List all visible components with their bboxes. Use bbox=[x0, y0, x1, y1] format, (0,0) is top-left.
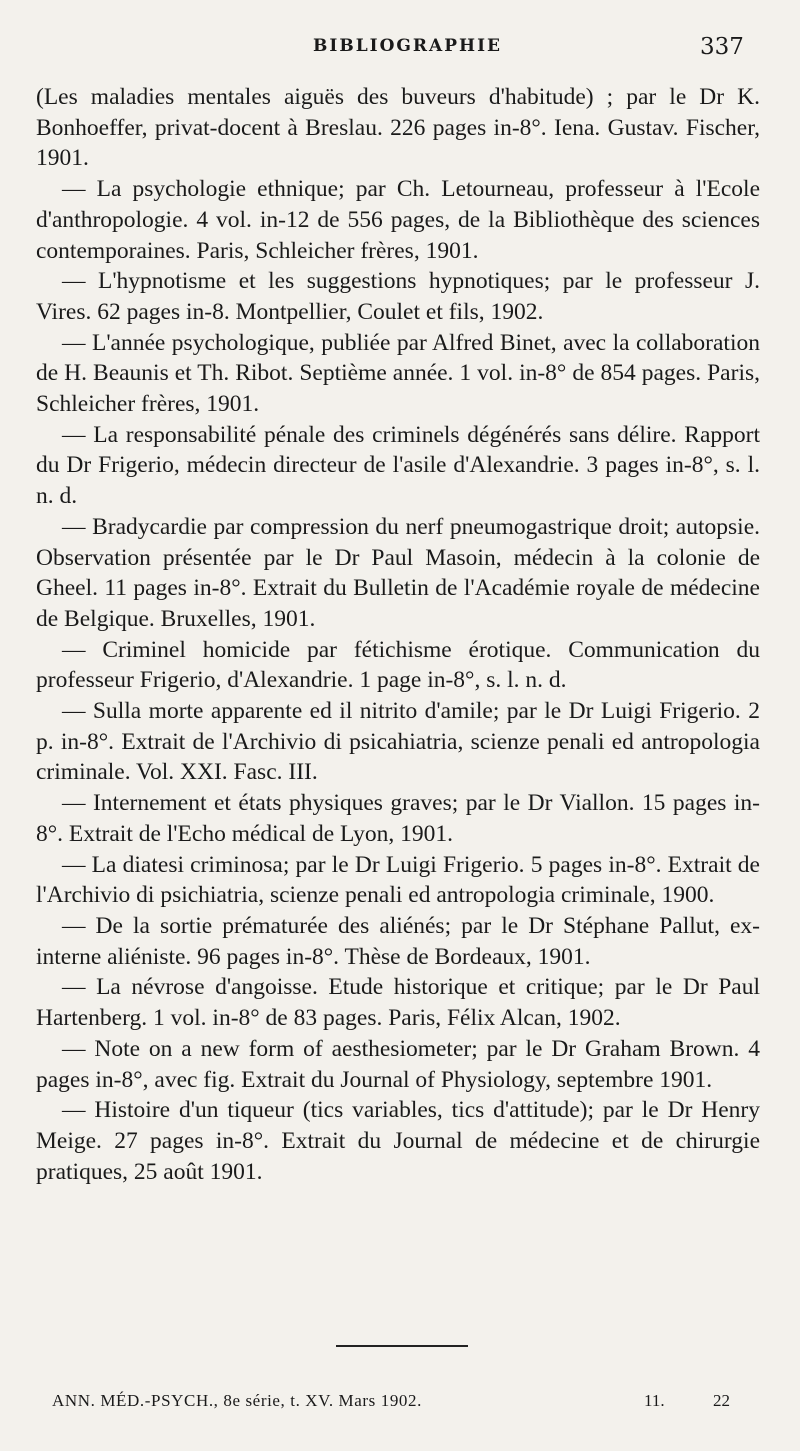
page-number: 337 bbox=[700, 34, 744, 60]
bibliography-entry: — Internement et états physiques graves; par le Dr Viallon. 15 pages in-8°. Extrait de l'Echo médical de Lyon, 1901. bbox=[36, 790, 760, 847]
bibliography-entry: — Bradycardie par compression du nerf pneumogastrique droit; autopsie. Observation présentée par le Dr Paul Masoin, médecin à la colonie de Gheel. 11 pages in-8°. Extrait du Bulletin de l'Académie royale de médecine de Belgique. Bruxelles, 1901. bbox=[36, 513, 760, 632]
bibliography-entry: — La psychologie ethnique; par Ch. Letourneau, professeur à l'Ecole d'anthropologie. 4 vol. in-12 de 556 pages, de la Bibliothèque des sciences contemporaines. Paris, Schleicher frères, 1901. bbox=[36, 176, 760, 264]
running-head bbox=[0, 34, 800, 64]
bibliography-entry: — La diatesi criminosa; par le Dr Luigi Frigerio. 5 pages in-8°. Extrait de l'Archivio di psichiatria, scienze penali ed antropologia criminale, 1900. bbox=[36, 851, 760, 909]
bibliography-entry: — Histoire d'un tiqueur (tics variables, tics d'attitude); par le Dr Henry Meige. 27 pages in-8°. Extrait du Journal de médecine et de chirurgie pratiques, 25 août 1901. bbox=[36, 1097, 760, 1185]
bibliography-entry: — L'hypnotisme et les suggestions hypnotiques; par le professeur J. Vires. 62 pages in-8. Montpellier, Coulet et fils, 1902. bbox=[36, 268, 760, 325]
bibliography-entry: — La responsabilité pénale des criminels dégénérés sans délire. Rapport du Dr Frigerio, médecin directeur de l'asile d'Alexandrie. 3 pages in-8°, s. l. n. d. bbox=[36, 421, 760, 510]
bibliography-entry: — La névrose d'angoisse. Etude historique et critique; par le Dr Paul Hartenberg. 1 vol. in-8° de 83 pages. Paris, Félix Alcan, 1902. bbox=[36, 974, 760, 1032]
sheet-number: 22 bbox=[713, 1391, 730, 1410]
bibliography-list bbox=[36, 82, 760, 1187]
signature-mark: 11. bbox=[644, 1391, 665, 1410]
bibliography-entry: — L'année psychologique, publiée par Alfred Binet, avec la collaboration de H. Beaunis et Th. Ribot. Septième année. 1 vol. in-8° de 854 pages. Paris, Schleicher frères, 1901. bbox=[36, 329, 760, 418]
bibliography-entry: — Sulla morte apparente ed il nitrito d'amile; par le Dr Luigi Frigerio. 2 p. in-8°. Extrait de l'Archivio di psicahiatria, scienze penali ed antropologia criminale. Vol. XXI. Fasc. III. bbox=[36, 698, 760, 786]
bibliography-entry: (Les maladies mentales aiguës des buveurs d'habitude) ; par le Dr K. Bonhoeffer, privat-docent à Breslau. 226 pages in-8°. Iena. Gustav. Fischer, 1901. bbox=[36, 84, 760, 172]
bibliography-entry: — Note on a new form of aesthesiometer; par le Dr Graham Brown. 4 pages in-8°, avec fig. Extrait du Journal of Physiology, septembre 1901. bbox=[36, 1035, 760, 1093]
journal-citation: ANN. MÉD.-PSYCH., 8e série, t. XV. Mars 1902. bbox=[52, 1391, 422, 1410]
running-title: BIBLIOGRAPHIE bbox=[313, 36, 502, 56]
bibliography-entry: — Criminel homicide par fétichisme érotique. Communication du professeur Frigerio, d'Alexandrie. 1 page in-8°, s. l. n. d. bbox=[36, 636, 760, 694]
section-divider bbox=[336, 1345, 468, 1347]
bibliography-entry: — De la sortie prématurée des aliénés; par le Dr Stéphane Pallut, ex-interne aliéniste. 96 pages in-8°. Thèse de Bordeaux, 1901. bbox=[36, 912, 760, 970]
page-footer bbox=[0, 1391, 800, 1417]
